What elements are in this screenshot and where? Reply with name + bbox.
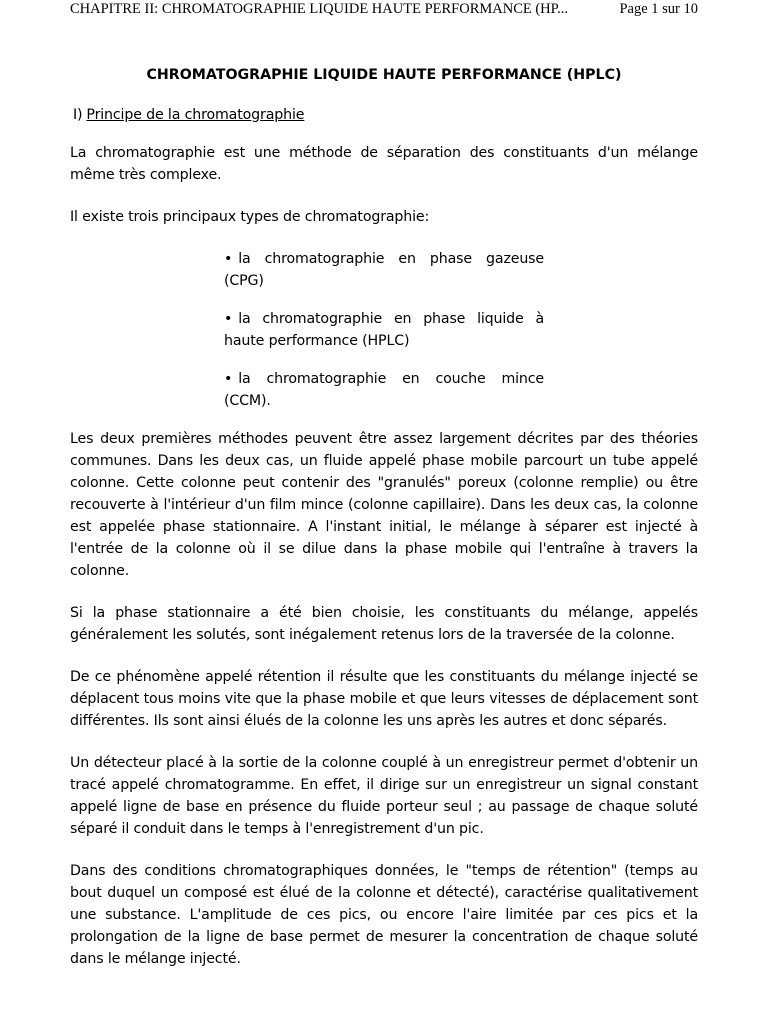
list-item bbox=[224, 368, 544, 412]
running-header bbox=[70, 0, 698, 18]
list-item-text: la chromatographie en phase gazeuse (CPG) bbox=[224, 251, 544, 289]
section-number: I) bbox=[73, 107, 83, 123]
section-title: Principe de la chromatographie bbox=[86, 107, 305, 123]
paragraph: La chromatographie est une méthode de séparation des constituants d'un mélange même très complexe. bbox=[70, 145, 698, 183]
chromatography-types-list bbox=[224, 248, 544, 412]
page-indicator: Page 1 sur 10 bbox=[619, 1, 698, 17]
bullet-icon: • bbox=[224, 311, 233, 327]
document-title: CHROMATOGRAPHIE LIQUIDE HAUTE PERFORMANCE (HPLC) bbox=[146, 67, 622, 83]
list-item-text: la chromatographie en phase liquide à haute performance (HPLC) bbox=[224, 311, 544, 349]
chapter-title: CHAPITRE II: CHROMATOGRAPHIE LIQUIDE HAUTE PERFORMANCE (HP... bbox=[70, 1, 568, 17]
paragraph: Les deux premières méthodes peuvent être assez largement décrites par des théories communes. Dans les deux cas, un fluide appelé phase mobile parcourt un tube appelé colonne. Cette colonne peut contenir des "granulés" poreux (colonne remplie) ou être recouverte à l'intérieur d'un film mince (colonne capillaire). Dans les deux cas, la colonne est appelée phase stationnaire. A l'instant initial, le mélange à séparer est injecté à l'entrée de la colonne où il se dilue dans la phase mobile qui l'entraîne à travers la colonne. bbox=[70, 431, 698, 579]
document-body bbox=[70, 64, 698, 970]
paragraph: De ce phénomène appelé rétention il résulte que les constituants du mélange injecté se déplacent tous moins vite que la phase mobile et que leurs vitesses de déplacement sont différentes. Ils sont ainsi élués de la colonne les uns après les autres et donc séparés. bbox=[70, 669, 698, 729]
list-item-text: la chromatographie en couche mince (CCM). bbox=[224, 371, 544, 409]
list-item bbox=[224, 308, 544, 352]
bullet-icon: • bbox=[224, 371, 233, 387]
list-item bbox=[224, 248, 544, 292]
bullet-icon: • bbox=[224, 251, 233, 267]
paragraph: Un détecteur placé à la sortie de la colonne couplé à un enregistreur permet d'obtenir un tracé appelé chromatogramme. En effet, il dirige sur un enregistreur un signal constant appelé ligne de base en présence du fluide porteur seul ; au passage de chaque soluté séparé il conduit dans le temps à l'enregistrement d'un pic. bbox=[70, 755, 698, 837]
paragraph: Dans des conditions chromatographiques données, le "temps de rétention" (temps au bout duquel un composé est élué de la colonne et détecté), caractérise qualitativement une substance. L'amplitude de ces pics, ou encore l'aire limitée par ces pics et la prolongation de la ligne de base permet de mesurer la concentration de chaque soluté dans le mélange injecté. bbox=[70, 863, 698, 967]
paragraph: Il existe trois principaux types de chromatographie: bbox=[70, 209, 430, 225]
section-heading bbox=[70, 104, 698, 126]
paragraph: Si la phase stationnaire a été bien choisie, les constituants du mélange, appelés généralement les solutés, sont inégalement retenus lors de la traversée de la colonne. bbox=[70, 605, 698, 643]
